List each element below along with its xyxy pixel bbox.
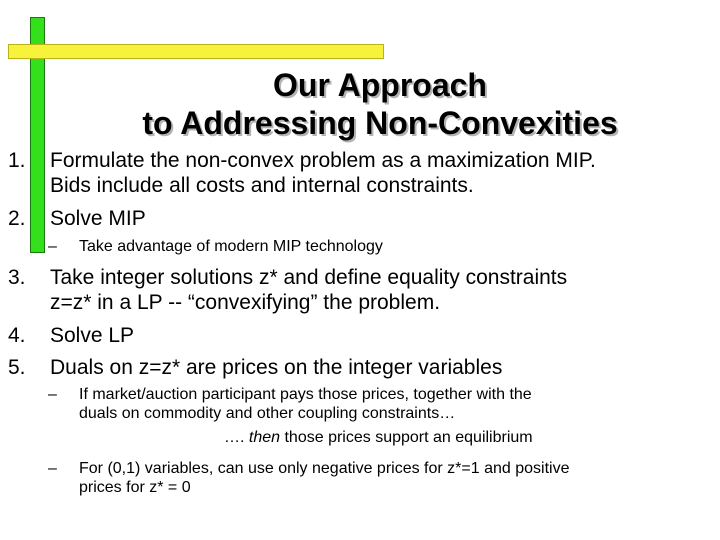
slide-title	[100, 66, 660, 142]
decorative-horizontal-bar	[8, 44, 384, 59]
item-text-line: Solve MIP	[50, 207, 146, 230]
title-line-2: to Addressing Non-Convexities	[142, 105, 618, 141]
title-line-1: Our Approach	[273, 67, 487, 103]
item-number: 1.	[8, 149, 26, 172]
item-text-line: Duals on z=z* are prices on the integer variables	[50, 356, 503, 379]
item-text-line: Formulate the non-convex problem as a maximization MIP.	[50, 149, 596, 172]
sub-item-text-line: duals on commodity and other coupling constraints…	[79, 405, 456, 422]
ellipsis-text: ….	[224, 429, 249, 446]
item-number: 3.	[8, 266, 26, 289]
item-text-line: Solve LP	[50, 324, 135, 347]
item-number: 2.	[8, 207, 26, 230]
sub-item-text: Take advantage of modern MIP technology	[79, 238, 383, 255]
dash-bullet: –	[48, 238, 57, 255]
dash-bullet: –	[48, 386, 57, 403]
conclusion-text: those prices support an equilibrium	[280, 429, 533, 446]
emphasis-text: then	[248, 429, 281, 446]
item-number: 4.	[8, 324, 26, 347]
item-text-line: Bids include all costs and internal constraints.	[50, 174, 474, 197]
item-text-line: z=z* in a LP -- “convexifying” the problem.	[50, 291, 441, 314]
sub-item-text-line: If market/auction participant pays those prices, together with the	[79, 386, 532, 403]
item-text-line: Take integer solutions z* and define equality constraints	[50, 266, 568, 289]
dash-bullet: –	[48, 460, 57, 477]
sub-item-conclusion	[79, 428, 709, 447]
sub-item-text-line: For (0,1) variables, can use only negative prices for z*=1 and positive	[79, 460, 570, 477]
sub-item-text-line: prices for z* = 0	[79, 479, 191, 496]
item-number: 5.	[8, 356, 26, 379]
